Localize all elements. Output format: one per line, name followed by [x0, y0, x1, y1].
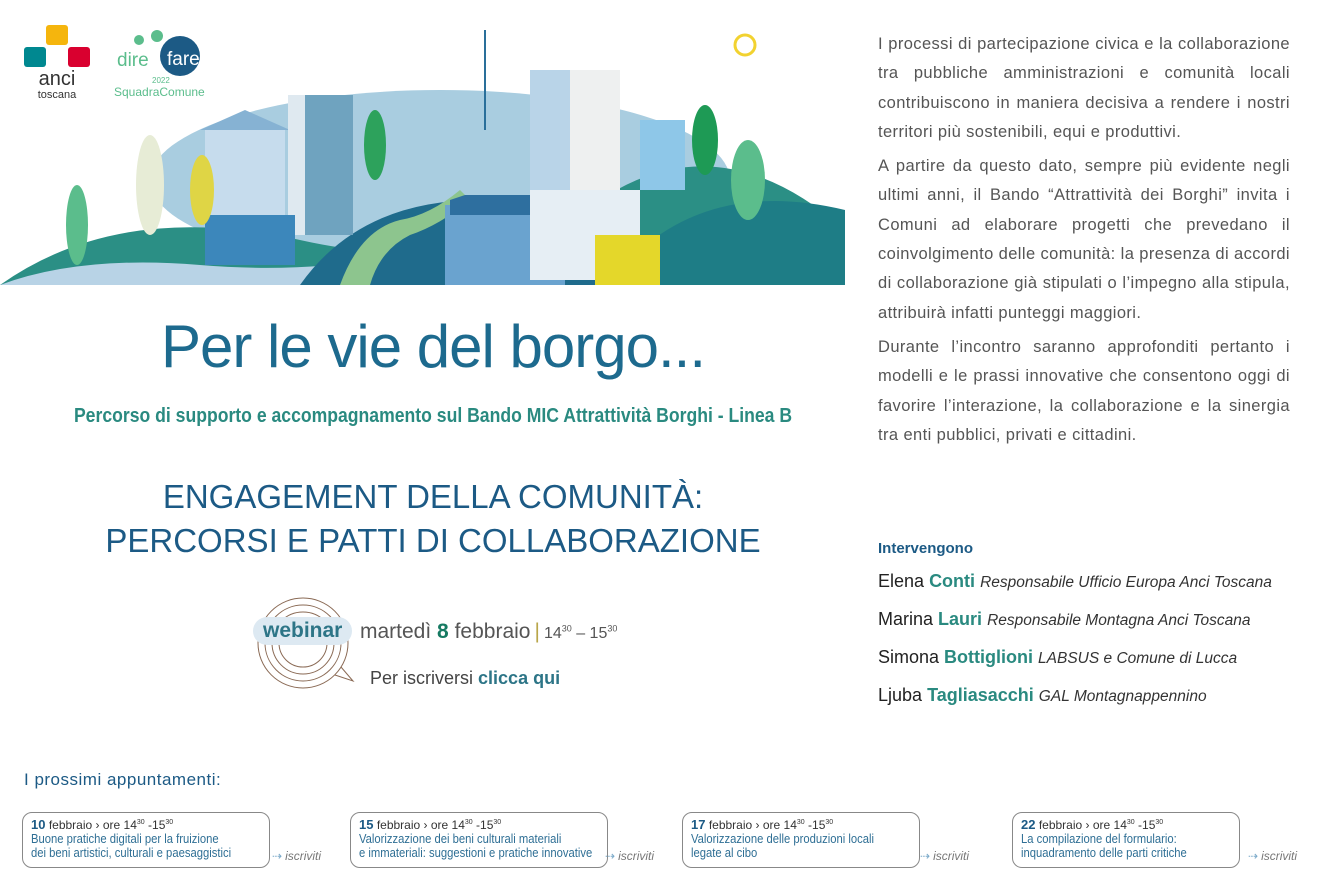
subtitle: Percorso di supporto e accompagnamento sul Bando MIC Attrattività Borghi - Linea B	[73, 405, 793, 427]
speaker: Simona Bottiglioni LABSUS e Comune di Lucca	[878, 647, 1238, 667]
svg-text:2022: 2022	[152, 76, 170, 85]
description	[878, 30, 1290, 455]
svg-text:toscana: toscana	[37, 89, 77, 100]
arrow-icon: ⇢	[920, 849, 931, 863]
description-paragraph: Durante l’incontro saranno approfonditi pertanto i modelli e le prassi innovative che consentono oggi di favorire l’interazione, la collaborazione e la sinergia tra enti pubblici, privati e cittadini.	[878, 337, 1290, 444]
description-paragraph: I processi di partecipazione civica e la collaborazione tra pubbliche amministrazioni e comunità locali contribuiscono in maniera decisiva a rendere i nostri territori più sostenibili, equi e produttivi.	[878, 35, 1290, 141]
svg-text:anci: anci	[38, 68, 76, 90]
register-link[interactable]: ⇢ iscriviti	[605, 849, 655, 863]
speakers-heading: Intervengono	[878, 540, 974, 557]
event-title: dei beni artistici, culturali e paesaggistici	[31, 846, 232, 860]
event-box	[1012, 812, 1240, 868]
speaker: Marina Lauri Responsabile Montagna Anci Toscana	[878, 609, 1251, 629]
event-box	[22, 812, 270, 868]
event-box	[350, 812, 608, 868]
svg-text:SquadraComune: SquadraComune	[114, 85, 205, 99]
svg-text:fare: fare	[167, 49, 200, 70]
webinar-date: martedì 8 febbraio | $14^{30} - 15^{30}$	[360, 620, 618, 643]
speech-bubble-icon	[255, 595, 355, 695]
heading-line-2: PERCORSI E PATTI DI COLLABORAZIONE	[105, 522, 761, 559]
webinar-block	[245, 595, 645, 705]
event-title: La compilazione del formulario:	[1021, 832, 1177, 846]
svg-text:dire: dire	[117, 50, 149, 71]
event-date: 10 febbraio › ore $14^{30}$ $-15^{30}$	[31, 817, 174, 832]
event-date: 15 febbraio › ore $14^{30}$ $-15^{30}$	[359, 817, 502, 832]
arrow-icon: ⇢	[605, 849, 616, 863]
description-paragraph: A partire da questo dato, sempre più evidente negli ultimi anni, il Bando “Attrattività dei Borghi” invita i Comuni ad elaborare progetti che prevedano il coinvolgimento delle comunità: la presenza di accordi di collaborazione già stipulati o l’impegno alla stipula, attribuirà infatti punteggi maggiori.	[878, 157, 1290, 322]
dire-e-fare-logo	[112, 28, 222, 103]
event-box	[682, 812, 920, 868]
speakers	[878, 540, 1318, 723]
arrow-icon: ⇢	[1248, 849, 1259, 863]
speaker: Ljuba Tagliasacchi GAL Montagnappennino	[878, 685, 1207, 705]
speaker: Elena Conti Responsabile Ufficio Europa Anci Toscana	[878, 571, 1272, 591]
next-events-heading: I prossimi appuntamenti:	[24, 770, 222, 789]
event-title: legate al cibo	[691, 846, 758, 860]
register-link[interactable]: ⇢ iscriviti	[1248, 849, 1298, 863]
page-title: Per le vie del borgo...	[161, 313, 705, 380]
event-title: Buone pratiche digitali per la fruizione	[31, 832, 219, 846]
event-date: 22 febbraio › ore $14^{30}$ $-15^{30}$	[1021, 817, 1164, 832]
anci-toscana-logo	[22, 25, 92, 100]
register-link[interactable]: Per iscriversi clicca qui	[370, 668, 561, 688]
event-title: Valorizzazione dei beni culturali materiali	[359, 832, 562, 846]
webinar-label: webinar	[253, 617, 352, 645]
event-title: inquadramento delle parti critiche	[1021, 846, 1187, 860]
arrow-icon: ⇢	[272, 849, 283, 863]
event-heading	[0, 475, 866, 563]
event-title: Valorizzazione delle produzioni locali	[691, 832, 875, 846]
register-link[interactable]: ⇢ iscriviti	[272, 849, 322, 863]
event-date: 17 febbraio › ore $14^{30}$ $-15^{30}$	[691, 817, 834, 832]
heading-line-1: ENGAGEMENT DELLA COMUNITÀ:	[162, 478, 704, 515]
event-title: e immateriali: suggestioni e pratiche innovative	[359, 846, 593, 860]
register-link[interactable]: ⇢ iscriviti	[920, 849, 970, 863]
